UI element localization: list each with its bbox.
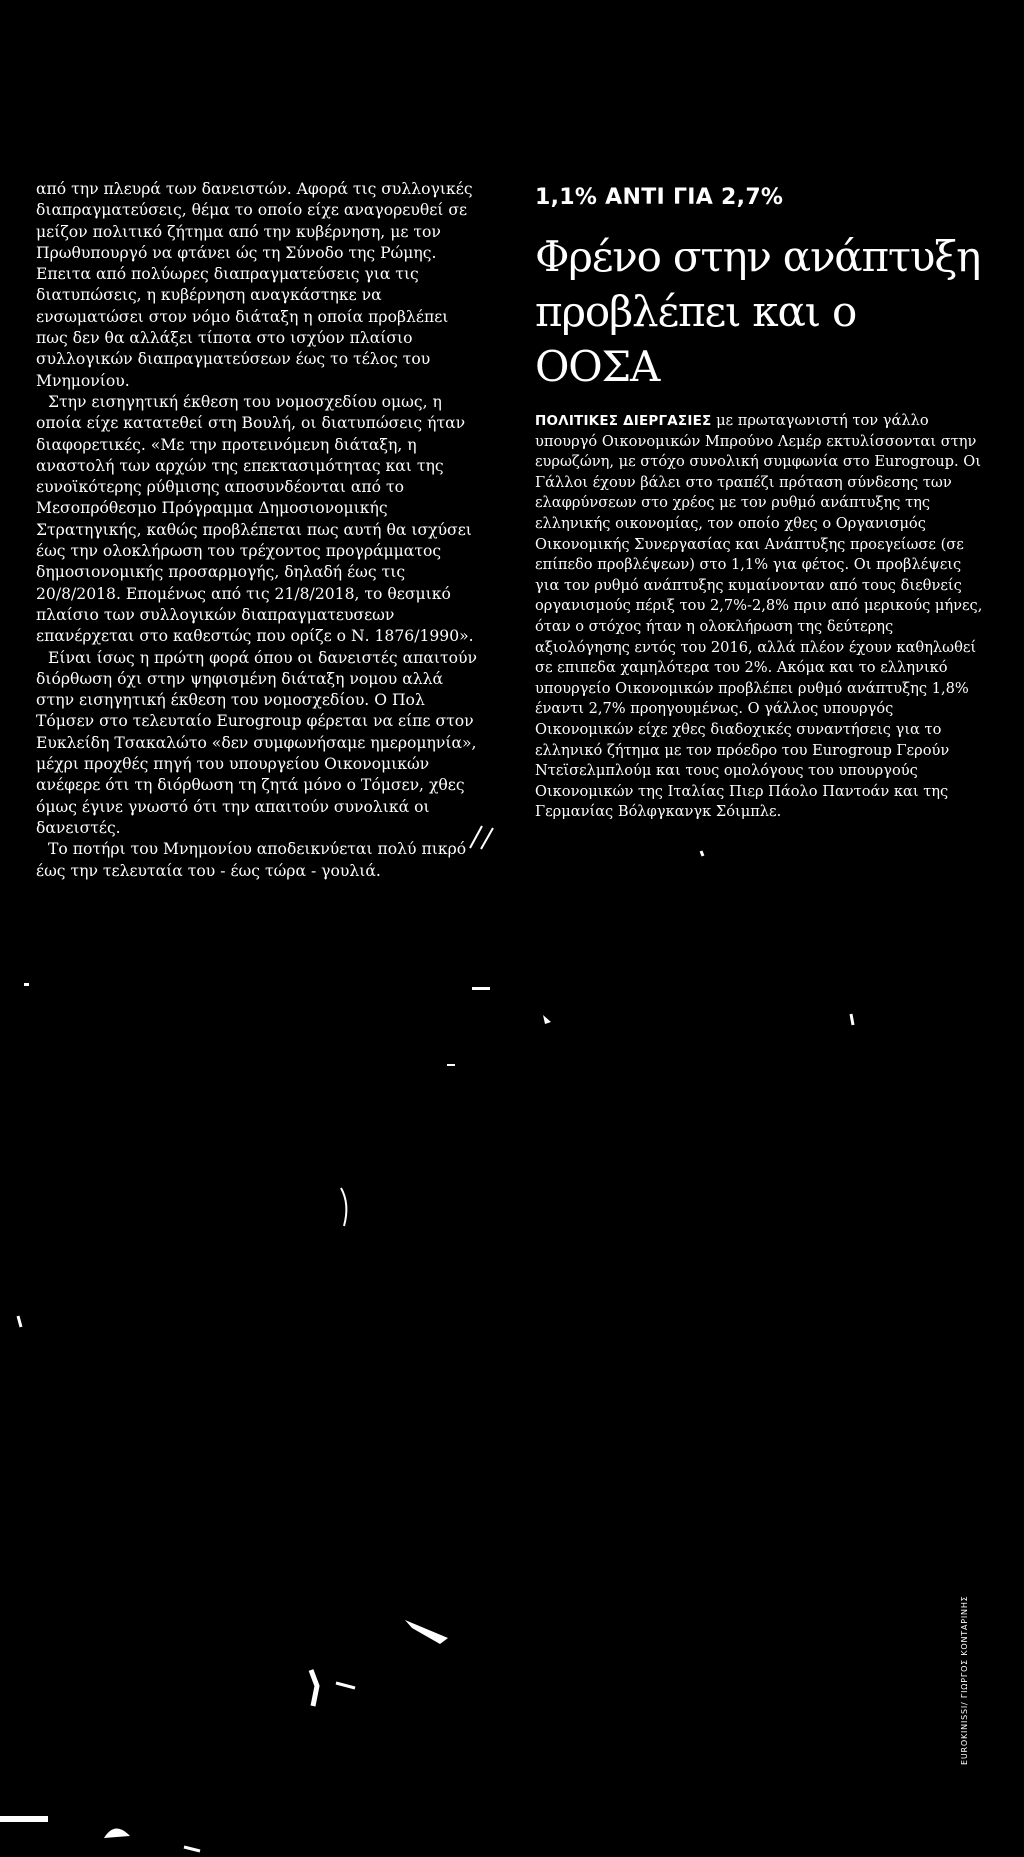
- photo-speck: [851, 1014, 853, 1025]
- photo-speck: [24, 983, 29, 986]
- photo-speck: [0, 1816, 48, 1822]
- photo-speck: [336, 1683, 355, 1688]
- photo-speck: [341, 1188, 346, 1226]
- article-kicker: 1,1% ΑΝΤΙ ΓΙΑ 2,7%: [535, 185, 784, 210]
- photo-speck: [104, 1828, 130, 1838]
- left-paragraph-4: Το ποτήρι του Μνημονίου αποδεικνύεται πολύ πικρό έως την τελευταία του - έως τώρα - γουλιά.: [36, 840, 467, 880]
- photo-speck: [18, 1316, 21, 1327]
- photo-credit: EUROKINISSI/ ΓΙΩΡΓΟΣ ΚΟΝΤΑΡΙΝΗΣ: [960, 1595, 969, 1765]
- article-body-text: με πρωταγωνιστή τον γάλλο υπουργό Οικονομικών Μπρούνο Λεμέρ εκτυλίσσονται στην ευρωζώνη, με στόχο συνολική συμφωνία στο Eurogroup. Οι Γάλλοι έχουν βάλει στο τραπέζι πρόταση σύνδεσης των ελαφρύνσεων στο χρέος με τον ρυθμό ανάπτυξης της ελληνικής οικονομίας, τον οποίο χθες ο Οργανισμός Οικονομικής Συνεργασίας και Ανάπτυξης προεγείωσε (σε επίπεδο προβλέψεων) στο 1,1% για φέτος. Οι προβλέψεις για τον ρυθμό ανάπτυξης κυμαίνονταν από τους διεθνείς οργανισμούς πέριξ του 2,7%-2,8% πριν από μερικούς μήνες, όταν ο στόχος ήταν η ολοκλήρωση της δεύτερης αξιολόγησης εντός του 2016, αλλά πλέον έχουν καθηλωθεί σε επιπεδα χαμηλότερα του 2%. Ακόμα και το ελληνικό υπουργείο Οικονομικών προβλέπει ρυθμό ανάπτυξης 1,8% έναντι 2,7% προηγουμένως. Ο γάλλος υπουργός Οικονομικών είχε χθες διαδοχικές συναντήσεις για το ελληνικό ζήτημα με τον πρόεδρο του Eurogroup Γερούν Ντεϊσελμπλούμ και τους ομολόγους του υπουργούς Οικονομικών της Ιταλίας Πιερ Πάολο Παντοάν και της Γερμανίας Βόλφγκανγκ Σόιμπλε.: [535, 412, 983, 821]
- left-paragraph-1: από την πλευρά των δανειστών. Αφορά τις συλλογικές διαπραγματεύσεις, θέμα το οποίο είχε αναγορευθεί σε μείζον πολιτικό ζήτημα από την κυβέρνηση, με τον Πρωθυπουργό να φτάνει ώς τη Σύνοδο της Ρώμης. Επειτα από πολύωρες διαπραγματεύσεις για τις διατυπώσεις, η κυβέρνηση αναγκάστηκε να ενσωματώσει στον νόμο διάταξη η οποία προβλέπει πως δεν θα αλλάξει τίποτα στο ισχύον πλαίσιο συλλογικών διαπραγματεύσεων έως το τέλος του Μνημονίου.: [36, 180, 473, 390]
- left-paragraph-2: Στην εισηγητική έκθεση του νομοσχεδίου ομως, η οποία είχε κατατεθεί στη Βουλή, οι διατυπώσεις ήταν διαφορετικές. «Με την προτεινόμενη διάταξη, η αναστολή των αρχών της επεκτασιμότητας και της ευνοϊκότερης ρύθμισης αποσυνδέονται από το Μεσοπρόθεσμο Πρόγραμμα Δημοσιονομικής Στρατηγικής, καθώς προβλέπεται πως αυτή θα ισχύσει έως την ολοκλήρωση του τρέχοντος προγράμματος δημοσιονομικής προσαρμογής, δηλαδή έως τις 20/8/2018. Επομένως από τις 21/8/2018, το θεσμικό πλαίσιο των συλλογικών διαπραγματευσεων επανέρχεται στο καθεστώς που ορίζε ο Ν. 1876/1990».: [36, 392, 474, 646]
- photo-speck: [447, 1064, 455, 1066]
- left-paragraph-3: Είναι ίσως η πρώτη φορά όπου οι δανειστές απαιτούν διόρθωση όχι στην ψηφισμένη διάταξη νομου αλλά στην εισηγητική έκθεση του νομοσχεδίου. Ο Πολ Τόμσεν στο τελευταίο Eurogroup φέρεται να είπε στον Ευκλείδη Τσακαλώτο «δεν συμφωνήσαμε ημερομηνία», μέχρι προχθές πηγή του υπουργείου Οικονομικών ανέφερε ότι τη διόρθωση τη ζητά μόνο ο Τόμσεν, χθες όμως έγινε γνωστό ότι την απαιτούν συνολικά οι δανειστές.: [36, 648, 478, 837]
- photo-speck: [470, 826, 493, 849]
- photo-speck: [405, 1620, 448, 1644]
- article-lead-in: ΠΟΛΙΤΙΚΕΣ ΔΙΕΡΓΑΣΙΕΣ: [535, 413, 712, 429]
- photo-speck: [701, 851, 703, 856]
- photo-speck: [311, 1670, 317, 1706]
- article-headline: Φρένο στην ανάπτυξη προβλέπει και ο ΟΟΣΑ: [535, 232, 981, 391]
- photo-speck: [472, 987, 490, 990]
- photo-speck: [543, 1015, 551, 1024]
- photo-speck: [184, 1847, 200, 1851]
